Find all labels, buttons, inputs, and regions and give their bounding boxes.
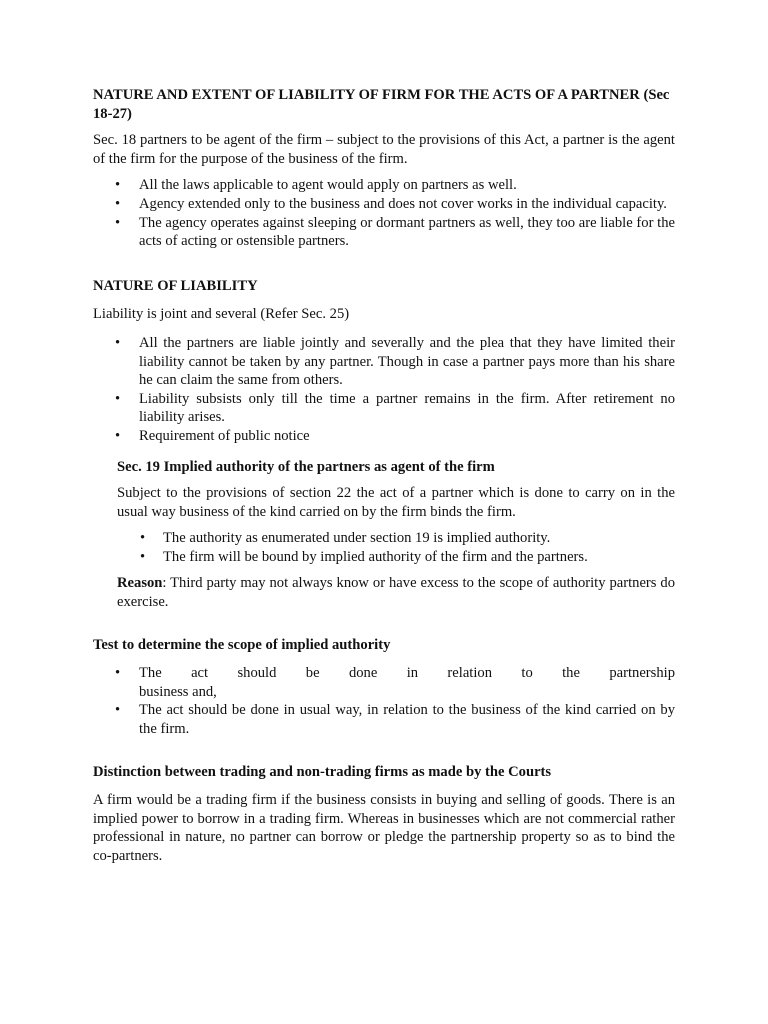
list-item: • All the partners are liable jointly and severally and the plea that they have limited their liability cannot be taken by any partner. Though in case a partner pays more than his share he can claim the same from others. [93, 334, 675, 390]
test-bullet1-line2: business and, [139, 683, 217, 700]
distinction-paragraph: A firm would be a trading firm if the business consists in buying and selling of goods. There is an implied power to borrow in a trading firm. Whereas in businesses which are not commercial rather professional in nature, no partner can borrow or pledge the partnership property so as to bind the co-partners. [93, 792, 675, 864]
nature-heading: NATURE OF LIABILITY [93, 277, 258, 294]
sec19-section [117, 458, 675, 612]
main-heading: NATURE AND EXTENT OF LIABILITY OF FIRM FOR THE ACTS OF A PARTNER (Sec 18-27) [93, 87, 670, 122]
test-bullet1-line1: • The act should be done in relation to the partnership [139, 665, 675, 682]
list-item: • Liability subsists only till the time a partner remains in the firm. After retirement no liability arises. [93, 390, 675, 427]
nature-bullet-list [93, 334, 675, 446]
sec18-paragraph: Sec. 18 partners to be agent of the firm – subject to the provisions of this Act, a partner is the agent of the firm for the purpose of the business of the firm. [93, 132, 675, 167]
sec19-paragraph: Subject to the provisions of section 22 the act of a partner which is done to carry on in the usual way business of the kind carried on by the firm binds the firm. [117, 485, 675, 520]
list-item: • Agency extended only to the business and does not cover works in the individual capacity. [93, 195, 675, 214]
distinction-heading: Distinction between trading and non-trading firms as made by the Courts [93, 763, 552, 780]
reason-label: Reason [117, 575, 163, 592]
list-item [93, 664, 675, 701]
sec19-bullet-list [117, 529, 675, 566]
document-page [93, 86, 675, 866]
test-heading: Test to determine the scope of implied authority [93, 636, 391, 653]
sec19-heading: Sec. 19 Implied authority of the partners as agent of the firm [117, 458, 495, 475]
reason-text: : Third party may not always know or have excess to the scope of authority partners do exercise. [117, 575, 675, 611]
list-item: • The authority as enumerated under section 19 is implied authority. [117, 529, 675, 548]
list-item: • Requirement of public notice [93, 427, 675, 446]
nature-paragraph: Liability is joint and several (Refer Sec. 25) [93, 306, 350, 323]
list-item: • All the laws applicable to agent would apply on partners as well. [93, 176, 675, 195]
list-item: • The act should be done in usual way, in relation to the business of the kind carried on by the firm. [93, 701, 675, 738]
list-item: • The agency operates against sleeping or dormant partners as well, they too are liable for the acts of acting or ostensible partners. [93, 214, 675, 251]
list-item: • The firm will be bound by implied authority of the firm and the partners. [117, 548, 675, 567]
sec18-bullet-list [93, 176, 675, 250]
test-bullet-list [93, 664, 675, 738]
reason-paragraph [117, 574, 675, 611]
